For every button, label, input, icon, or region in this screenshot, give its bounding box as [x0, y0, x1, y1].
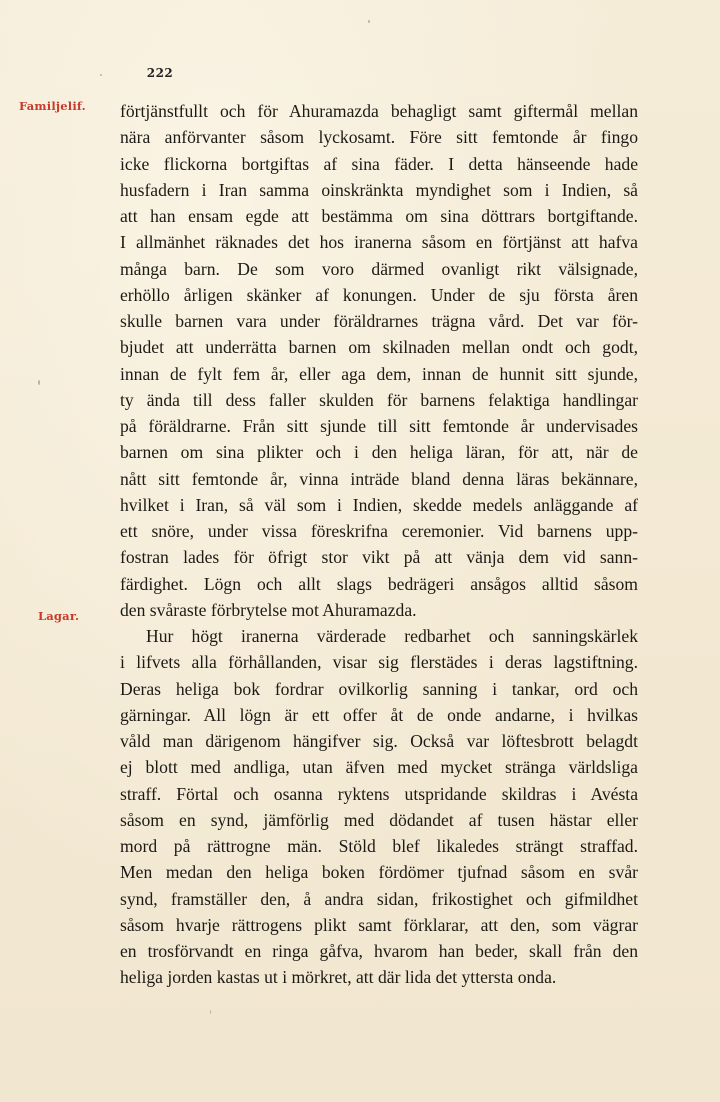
text-line: heliga jorden kastas ut i mörkret, att där lida det yttersta onda. [120, 967, 557, 988]
text-line: Deras heliga bok fordrar ovilkorlig sanning i tankar, ord och [120, 678, 638, 699]
text-line: bjudet att underrätta barnen om skilnaden mellan ondt och godt, [120, 337, 638, 358]
text-line: såsom en synd, jämförlig med dödandet af tusen hästar eller [120, 809, 638, 830]
text-line: husfadern i Iran samma oinskränkta myndighet som i Indien, så [120, 179, 638, 200]
paper-speck [100, 74, 102, 76]
text-line: färdighet. Lögn och allt slags bedrägeri ansågos alltid såsom [120, 573, 638, 594]
text-line: förtjänstfullt och för Ahuramazda behagligt samt giftermål mellan [120, 101, 638, 121]
paper-speck [38, 380, 40, 385]
paper-speck [368, 20, 370, 23]
text-line: hvilket i Iran, så väl som i Indien, skedde medels anläggande af [120, 494, 638, 515]
sidenote-lagar: Lagar. [38, 609, 80, 623]
text-line: gärningar. All lögn är ett offer åt de onde andarne, i hvilkas [120, 704, 638, 725]
text-line: straff. Förtal och osanna ryktens utspridande skildras i Avésta [120, 783, 638, 804]
text-line: många barn. De som voro därmed ovanligt rikt välsignade, [120, 258, 638, 279]
sidenote-familjelif: Familjelif. [19, 99, 86, 113]
text-line: erhöllo årligen skänker af konungen. Under de sju första åren [120, 284, 638, 305]
text-line: I allmänhet räknades det hos iranerna såsom en förtjänst att hafva [120, 232, 638, 253]
text-line: en trosförvandt en ringa gåfva, hvarom han beder, skall från den [120, 941, 638, 961]
text-line: barnen om sina plikter och i den heliga läran, för att, när de [120, 442, 638, 463]
page-number: 222 [146, 66, 174, 80]
paper-speck [210, 1010, 211, 1014]
text-line: icke flickorna bortgiftas af sina fäder. I detta hänseende hade [120, 153, 638, 174]
text-line: ett snöre, under vissa föreskrifna ceremonier. Vid barnens upp- [120, 521, 638, 541]
text-line: fostran lades för öfrigt stor vikt på att vänja dem vid sann- [120, 547, 638, 568]
text-line: synd, framställer den, å andra sidan, frikostighet och gifmildhet [120, 888, 638, 909]
text-line: den svåraste förbrytelse mot Ahuramazda. [120, 599, 417, 620]
text-line: innan de fylt fem år, eller aga dem, innan de hunnit sitt sjunde, [120, 363, 638, 384]
text-line: våld man därigenom hängifver sig. Också var löftesbrott belagdt [120, 731, 638, 751]
text-line: i lifvets alla förhållanden, visar sig flerstädes i deras lagstiftning. [120, 652, 638, 673]
text-line: nära anförvanter såsom lyckosamt. Före sitt femtonde år fingo [120, 127, 638, 148]
body-text [120, 98, 638, 991]
text-line: ty ända till dess faller skulden för barnens felaktiga handlingar [120, 389, 638, 410]
text-line: ej blott med andliga, utan äfven med mycket stränga världsliga [120, 757, 638, 778]
text-line: nått sitt femtonde år, vinna inträde bland denna läras bekännare, [120, 468, 638, 489]
text-line: mord på rättrogne män. Stöld blef likaledes strängt straffad. [120, 836, 638, 856]
text-line: Men medan den heliga boken fördömer tjufnad såsom en svår [120, 862, 638, 883]
text-line: såsom hvarje rättrogens plikt samt förklarar, att den, som vägrar [120, 914, 638, 935]
text-line: på föräldrarne. Från sitt sjunde till sitt femtonde år undervisades [120, 416, 638, 436]
text-line: Hur högt iranerna värderade redbarhet och sanningskärlek [146, 626, 638, 646]
text-line: skulle barnen vara under föräldrarnes trägna vård. Det var för- [120, 311, 638, 331]
text-line: att han ensam egde att bestämma om sina döttrars bortgiftande. [120, 206, 638, 226]
